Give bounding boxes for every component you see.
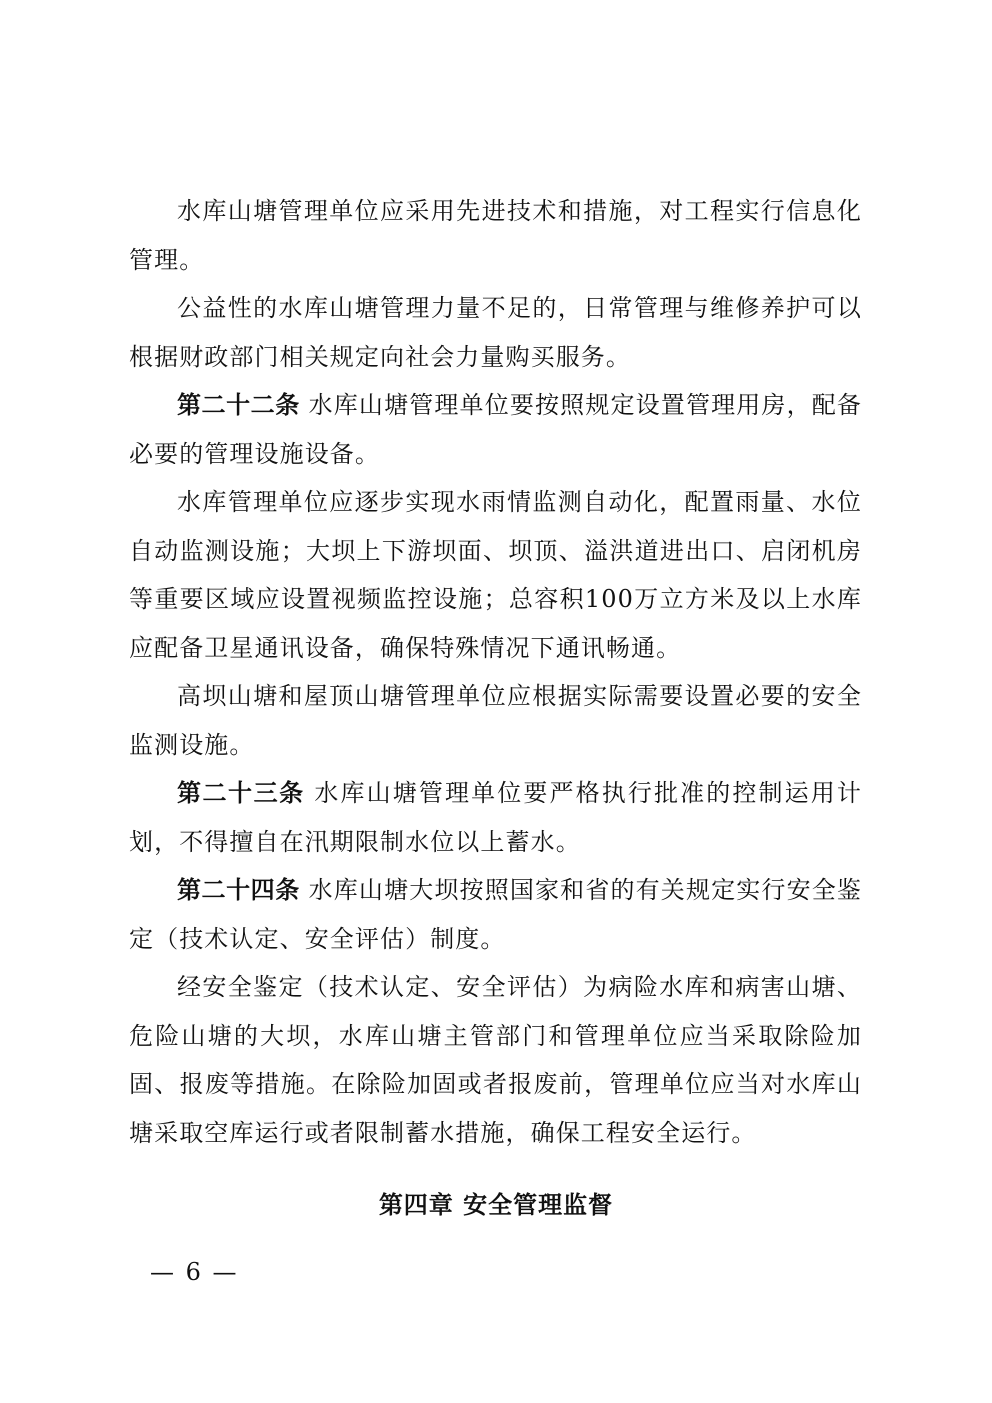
article-number: 第二十二条 — [177, 391, 300, 419]
paragraph — [129, 478, 862, 672]
paragraph-text: 高坝山塘和屋顶山塘管理单位应根据实际需要设置必要的安全监测设施。 — [129, 682, 862, 759]
paragraph — [129, 672, 862, 769]
paragraph-text: 水库山塘大坝按照国家和省的有关规定实行安全鉴定（技术认定、安全评估）制度。 — [129, 876, 863, 953]
body-text — [129, 187, 862, 1157]
paragraph — [129, 866, 862, 963]
paragraph-text: 经安全鉴定（技术认定、安全评估）为病险水库和病害山塘、危险山塘的大坝，水库山塘主管部门和管理单位应当采取除险加固、报废等措施。在除险加固或者报废前，管理单位应当对水库山塘采取空库运行或者限制蓄水措施，确保工程安全运行。 — [129, 973, 862, 1147]
paragraph — [129, 187, 862, 284]
chapter-title: 第四章 安全管理监督 — [378, 1191, 614, 1219]
article-number: 第二十三条 — [177, 779, 305, 807]
page-number: — 6 — — [150, 1258, 239, 1286]
article-number: 第二十四条 — [177, 876, 300, 904]
paragraph-text: 水库山塘管理单位要严格执行批准的控制运用计划，不得擅自在汛期限制水位以上蓄水。 — [129, 779, 863, 856]
paragraph — [129, 284, 862, 381]
paragraph — [129, 381, 862, 478]
paragraph-text: 水库管理单位应逐步实现水雨情监测自动化，配置雨量、水位自动监测设施；大坝上下游坝面、坝顶、溢洪道进出口、启闭机房等重要区域应设置视频监控设施；总容积100万立方米及以上水库应配备卫星通讯设备，确保特殊情况下通讯畅通。 — [129, 488, 862, 662]
paragraph-text: 水库山塘管理单位应采用先进技术和措施，对工程实行信息化管理。 — [129, 197, 862, 274]
paragraph-text: 水库山塘管理单位要按照规定设置管理用房，配备必要的管理设施设备。 — [129, 391, 863, 468]
paragraph-text: 公益性的水库山塘管理力量不足的，日常管理与维修养护可以根据财政部门相关规定向社会力量购买服务。 — [129, 294, 862, 371]
paragraph — [129, 963, 862, 1157]
paragraph — [129, 769, 862, 866]
